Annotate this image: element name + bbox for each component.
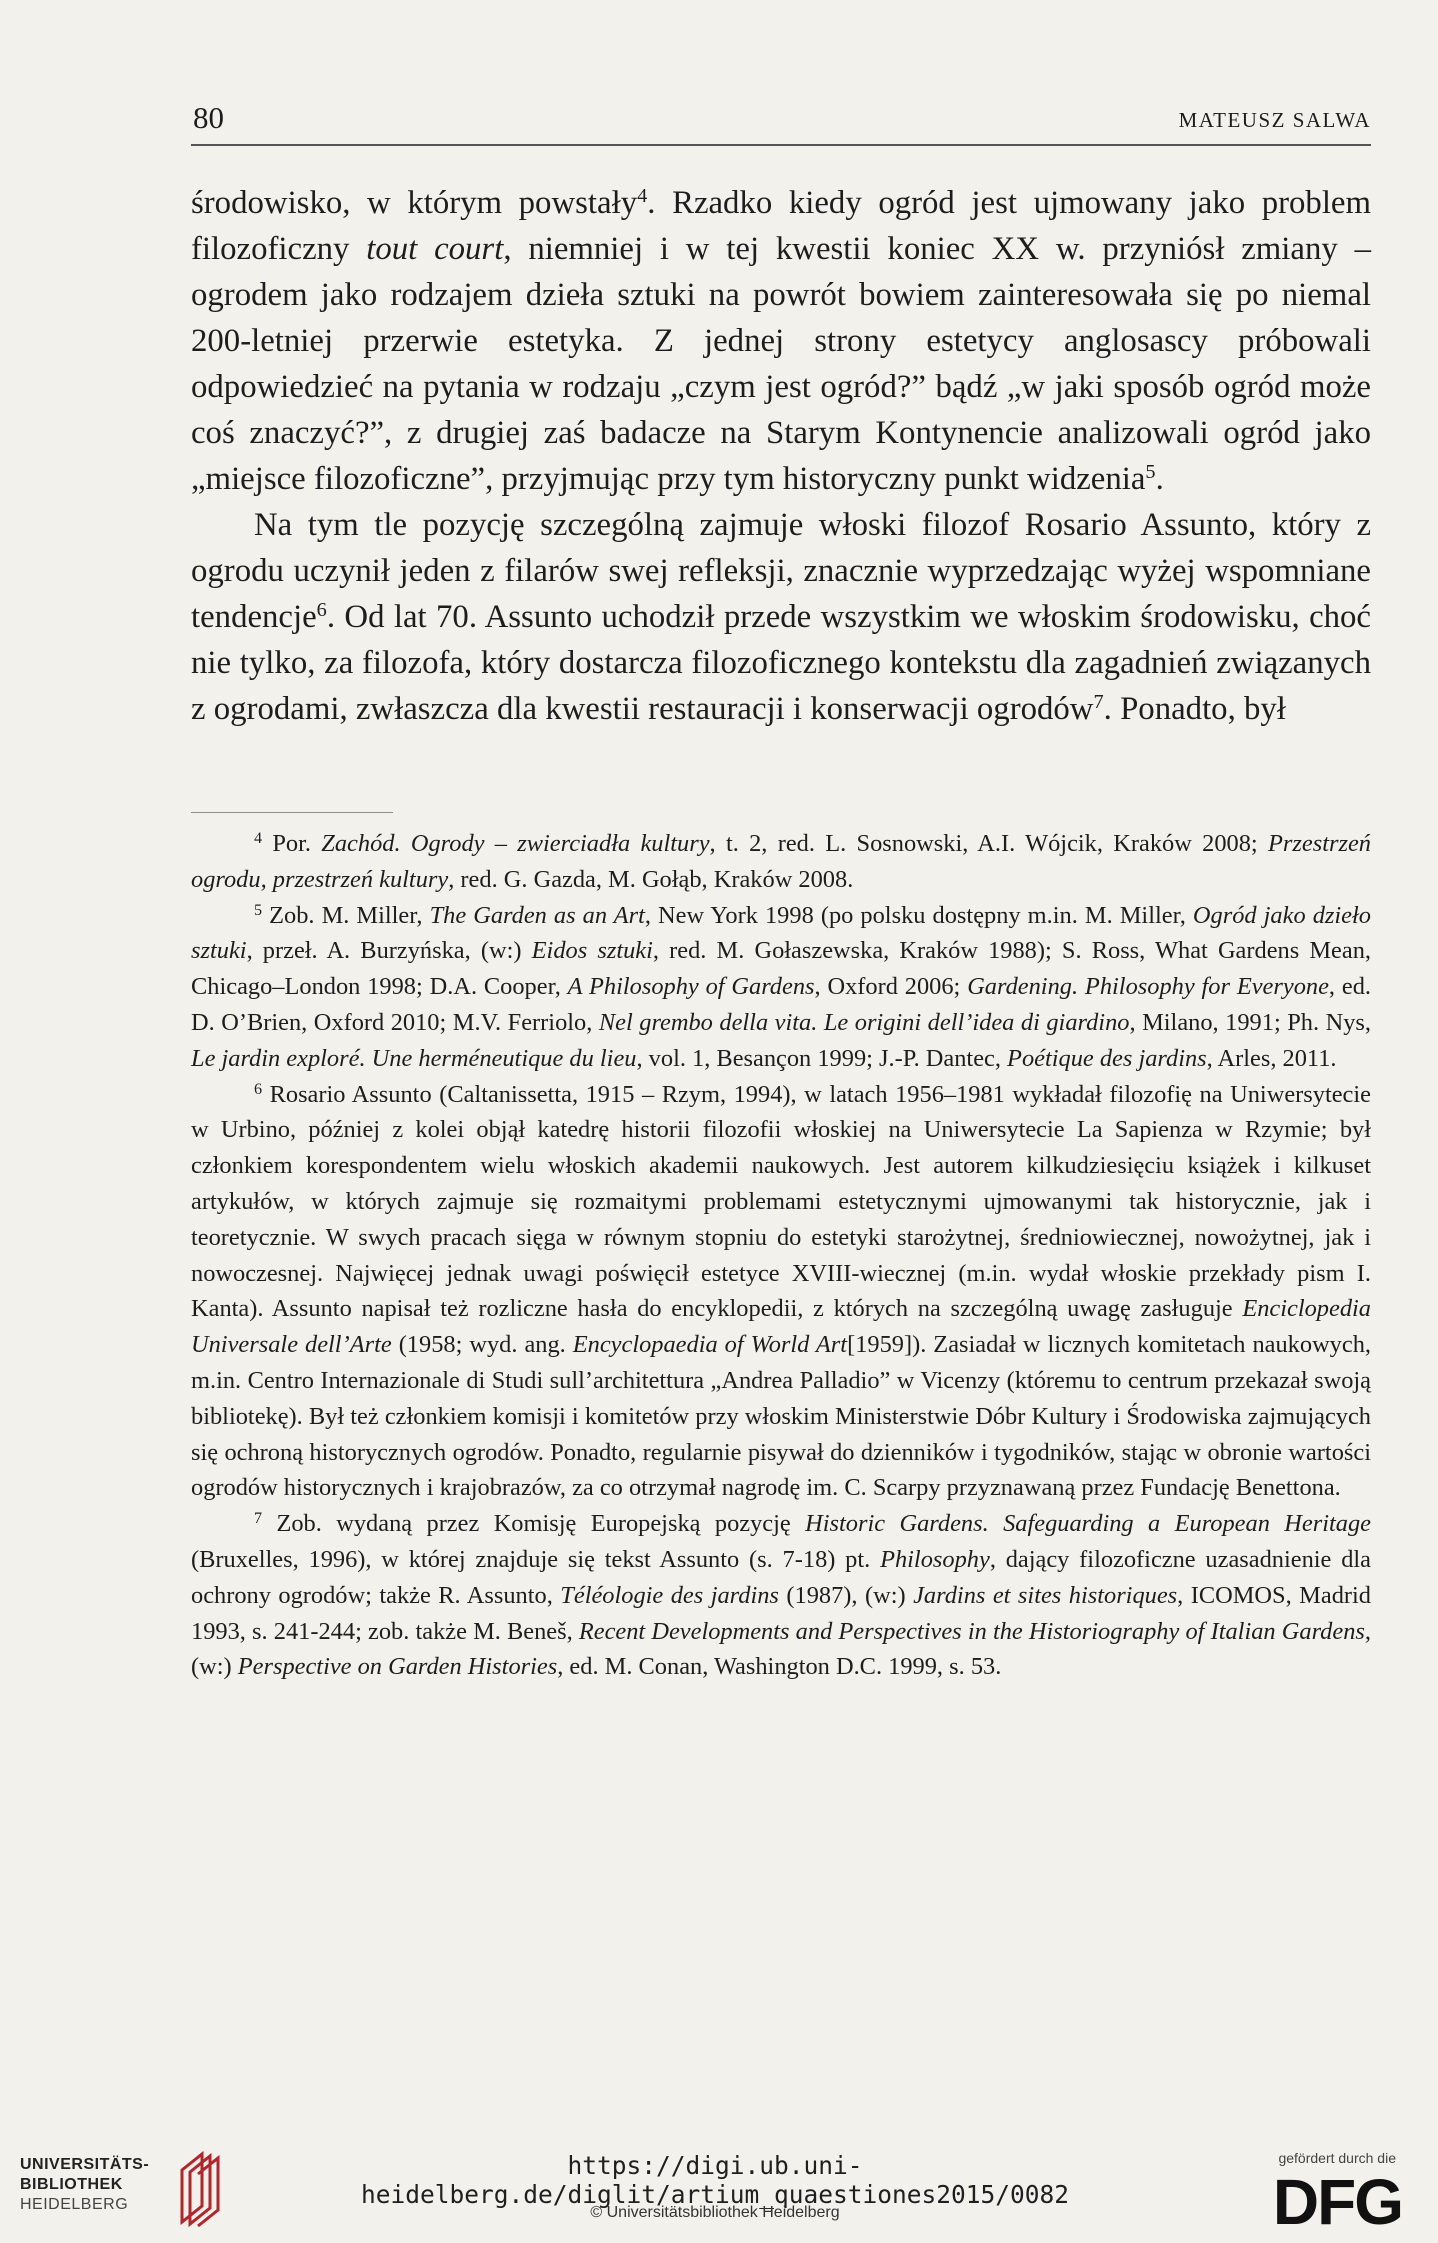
footnote-ref-5[interactable]: 5 [1145, 460, 1156, 483]
text-run: , Oxford 2006; [814, 973, 968, 1001]
text-run-italic: Gardening. Philosophy for Everyone [967, 973, 1329, 1001]
footnote-7 [191, 1506, 1371, 1685]
text-run: (1958; wyd. ang. [391, 1331, 573, 1359]
main-text [191, 180, 1371, 732]
running-head-author: MATEUSZ SALWA [1178, 108, 1371, 132]
text-run-italic: Poétique des jardins [1007, 1044, 1207, 1072]
text-run-italic: Le jardin exploré. Une herméneutique du lieu [191, 1044, 637, 1072]
text-run: (1987), (w:) [778, 1581, 914, 1609]
footnote-4 [191, 826, 1371, 898]
source-url-link[interactable]: https://digi.ub.uni-heidelberg.de/diglit/artium_quaestiones2015/0082 [360, 2151, 1069, 2209]
text-run: środowisko, w którym powstały [191, 185, 638, 221]
text-run: , ed. D. O’Brien, Oxford 2010; M.V. Ferriolo, [191, 973, 1371, 1036]
text-run: Na tym tle pozycję szczególną zajmuje włoski filozof Rosario Assunto, który z ogrodu uczynił jeden z filarów swej refleksji, znacznie wyprzedzając wyżej wspomniane tendencje [191, 507, 1371, 635]
digitization-footer [0, 2125, 1438, 2243]
text-run-italic: Téléologie des jardins [560, 1581, 779, 1609]
page-number: 80 [193, 100, 224, 135]
footnotes [191, 826, 1371, 1685]
text-run: , red. G. Gazda, M. Gołąb, Kraków 2008. [448, 865, 854, 893]
text-run-italic: Jardins et sites historiques [913, 1581, 1178, 1609]
library-mark-icon [160, 2148, 240, 2228]
dfg-logo[interactable]: DFG [1272, 2166, 1402, 2238]
text-run: , ed. M. Conan, Washington D.C. 1999, s. 53. [557, 1653, 1002, 1681]
paragraph-1 [191, 180, 1371, 502]
text-run: , dający filozoficzne uzasadnienie dla ochrony ogrodów; także R. Assunto, [191, 1545, 1371, 1609]
library-name-line-1: UNIVERSITÄTS- [20, 2156, 150, 2173]
running-head [191, 100, 1371, 146]
paragraph-2 [191, 502, 1371, 732]
library-name-line-3: HEIDELBERG [20, 2196, 129, 2213]
text-run-italic: Zachód. Ogrody – zwierciadła kultury [321, 830, 710, 857]
text-run: , przeł. A. Burzyńska, (w:) [246, 937, 532, 965]
text-run: , ICOMOS, Madrid 1993, s. 241-244; zob. także M. Beneš, [191, 1581, 1371, 1645]
text-run-italic: Encyclopaedia of World Art [572, 1331, 848, 1359]
library-logo[interactable] [20, 2148, 230, 2228]
text-run: [1959]). Zasiadał w licznych komitetach naukowych, m.in. Centro Internazionale di Studi sull’architettura „Andrea Palladio” w Vicenzy (któremu to centrum przekazał swoją bibliotekę). Był też członkiem komisji i komitetów przy włoskim Ministerstwie Dóbr Kultury i Środowiska zajmujących się ochroną historycznych ogrodów. Ponadto, regularnie pisywał do dzienników i tygodników, stając w obronie wartości ogrodów historycznych i krajobrazów, za co otrzymał nagrodę im. C. Scarpy przyznawaną przez Fundację Benettona. [191, 1331, 1371, 1502]
text-run: , Milano, 1991; Ph. Nys, [1129, 1008, 1372, 1036]
text-run-italic: Przestrzeń ogrodu, przestrzeń kultury [191, 830, 1371, 893]
text-run: , t. 2, red. L. Sosnowski, A.I. Wójcik, Kraków 2008; [709, 830, 1268, 857]
text-run: , Arles, 2011. [1206, 1044, 1337, 1072]
copyright-notice: © Universitätsbibliothek Heidelberg [590, 2204, 840, 2221]
text-run-italic: Nel grembo della vita. Le origini dell’idea di giardino [598, 1008, 1130, 1036]
footnote-5 [191, 898, 1371, 1077]
footnote-6 [191, 1077, 1371, 1507]
footnote-ref-4[interactable]: 4 [637, 184, 648, 207]
text-run: , vol. 1, Besançon 1999; J.-P. Dantec, [636, 1044, 1008, 1072]
text-run-italic: Eidos sztuki [531, 937, 653, 965]
footnote-number: 6 [254, 1080, 263, 1098]
text-run-italic: The Garden as an Art [429, 901, 645, 929]
text-run: , red. M. Gołaszewska, Kraków 1988); S. Ross, What Gardens Mean, Chicago–London 1998; D.A. Cooper, [191, 937, 1371, 1001]
text-run: , niemniej i w tej kwestii koniec XX w. przyniósł zmiany – ogrodem jako rodzajem dzieła sztuki na powrót bowiem zainteresowała się po niemal 200-letniej przerwie estetyka. Z jednej strony estetycy anglosascy próbowali odpowiedzieć na pytania w rodzaju „czym jest ogród?” bądź „w jaki sposób ogród może coś znaczyć?”, z drugiej zaś badacze na Starym Kontynencie analizowali ogród jako „miejsce filozoficzne”, przyjmując przy tym historyczny punkt widzenia [191, 231, 1371, 497]
footnote-ref-7[interactable]: 7 [1093, 690, 1104, 713]
funding-note: gefördert durch die [1278, 2150, 1396, 2166]
text-run-italic: A Philosophy of Gardens [567, 973, 815, 1001]
text-run: Zob. M. Miller, [262, 901, 430, 929]
footnote-number: 5 [254, 901, 263, 919]
text-run-italic: Recent Developments and Perspectives in the Historiography of Italian Gardens [578, 1617, 1365, 1645]
footnote-number: 4 [254, 829, 263, 847]
text-run: (Bruxelles, 1996), w której znajduje się tekst Assunto (s. 7-18) pt. [191, 1545, 881, 1573]
library-name-line-2: BIBLIOTHEK [20, 2176, 123, 2193]
text-run: . Ponadto, był [1103, 691, 1286, 727]
text-run-italic: Perspective on Garden Histories [237, 1653, 558, 1681]
text-run: , New York 1998 (po polsku dostępny m.in. M. Miller, [644, 901, 1193, 929]
text-run: , (w:) [191, 1617, 1371, 1681]
text-run: . Od lat 70. Assunto uchodził przede wszystkim we włoskim środowisku, choć nie tylko, za filozofa, który dostarcza filozoficznego kontekstu dla zagadnień związanych z ogrodami, zwłaszcza dla kwestii restauracji i konserwacji ogrodów [191, 599, 1371, 727]
text-run-italic: Historic Gardens. Safeguarding a European Heritage [805, 1510, 1371, 1538]
text-run-italic: Philosophy [880, 1545, 990, 1573]
text-run: Zob. wydaną przez Komisję Europejską pozycję [262, 1510, 806, 1538]
footnote-ref-6[interactable]: 6 [316, 598, 327, 621]
text-run-italic: tout court [366, 231, 504, 267]
footnote-number: 7 [254, 1510, 263, 1528]
text-run: Rosario Assunto (Caltanissetta, 1915 – Rzym, 1994), w latach 1956–1981 wykładał filozofię na Uniwersytecie w Urbino, później z kolei objął katedrę historii filozofii włoskiej na Uniwersytecie La Sapienza w Rzymie; był członkiem korespondentem wielu włoskich akademii naukowych. Jest autorem kilkudziesięciu książek i kilkuset artykułów, w których zajmuje się rozmaitymi problemami estetycznymi ujmowanymi tak historycznie, jak i teoretycznie. W swych pracach sięga w równym stopniu do estetyki starożytnej, średniowiecznej, nowożytnej, jak i nowoczesnej. Najwięcej jednak uwagi poświęcił estetyce XVIII-wiecznej (m.in. wydał włoskie przekłady pism I. Kanta). Assunto napisał też rozliczne hasła do encyklopedii, z których na szczególną uwagę zasługuje [191, 1080, 1371, 1323]
text-run: . [1155, 461, 1164, 497]
text-run: . Rzadko kiedy ogród jest ujmowany jako problem filozoficzny [191, 185, 1371, 267]
text-run-italic: Ogród jako dzieło sztuki [191, 901, 1371, 965]
text-run-italic: Enciclopedia Universale dell’Arte [191, 1295, 1371, 1359]
text-run: Por. [262, 830, 322, 857]
footnote-separator [191, 812, 393, 813]
